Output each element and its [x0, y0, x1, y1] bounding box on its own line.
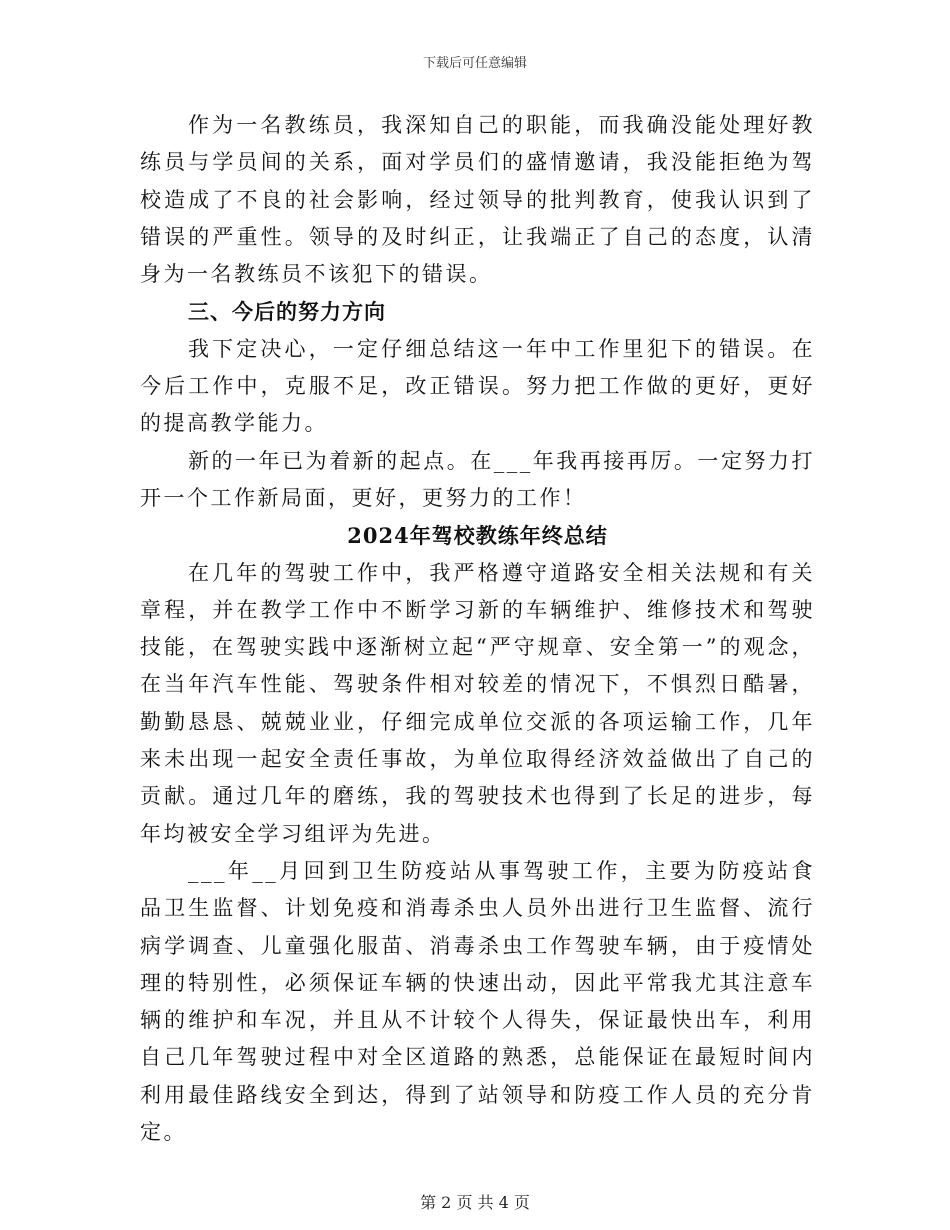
page-number: 第 2 页 共 4 页 [420, 1193, 530, 1212]
paragraph-1: 作为一名教练员，我深知自己的职能，而我确没能处理好教练员与学员间的关系，面对学员们的盛情邀请，我没能拒绝为驾校造成了不良的社会影响，经过领导的批判教育，使我认识到了错误的严重性。领导的及时纠正，让我端正了自己的态度，认清身为一名教练员不该犯下的错误。 [140, 113, 815, 287]
page-header: 下载后可任意编辑 [422, 56, 527, 71]
document-title: 2024年驾校教练年终总结 [347, 523, 608, 549]
paragraph-5: ___年__月回到卫生防疫站从事驾驶工作，主要为防疫站食品卫生监督、计划免疫和消毒杀虫人员外出进行卫生监督、流行病学调查、儿童强化服苗、消毒杀虫工作驾驶车辆，由于疫情处理的特别性，必须保证车辆的快速出动，因此平常我尤其注意车辆的维护和车况，并且从不计较个人得失，保证最快出车，利用自己几年驾驶过程中对全区道路的熟悉，总能保证在最短时间内利用最佳路线安全到达，得到了站领导和防疫工作人员的充分肯定。 [140, 858, 815, 1145]
paragraph-2: 我下定决心，一定仔细总结这一年中工作里犯下的错误。在今后工作中，克服不足，改正错误。努力把工作做的更好，更好的提高教学能力。 [140, 336, 815, 436]
paragraph-3: 新的一年已为着新的起点。在___年我再接再厉。一定努力打开一个工作新局面，更好，更努力的工作！ [140, 448, 815, 510]
document-body [140, 107, 815, 1151]
section-heading: 三、今后的努力方向 [188, 299, 386, 325]
paragraph-4: 在几年的驾驶工作中，我严格遵守道路安全相关法规和有关章程，并在教学工作中不断学习新的车辆维护、维修技术和驾驶技能，在驾驶实践中逐渐树立起“严守规章、安全第一”的观念，在当年汽车性能、驾驶条件相对较差的情况下，不惧烈日酷暑，勤勤恳恳、兢兢业业，仔细完成单位交派的各项运输工作，几年来未出现一起安全责任事故，为单位取得经济效益做出了自己的贡献。通过几年的磨练，我的驾驶技术也得到了长足的进步，每年均被安全学习组评为先进。 [140, 560, 815, 846]
